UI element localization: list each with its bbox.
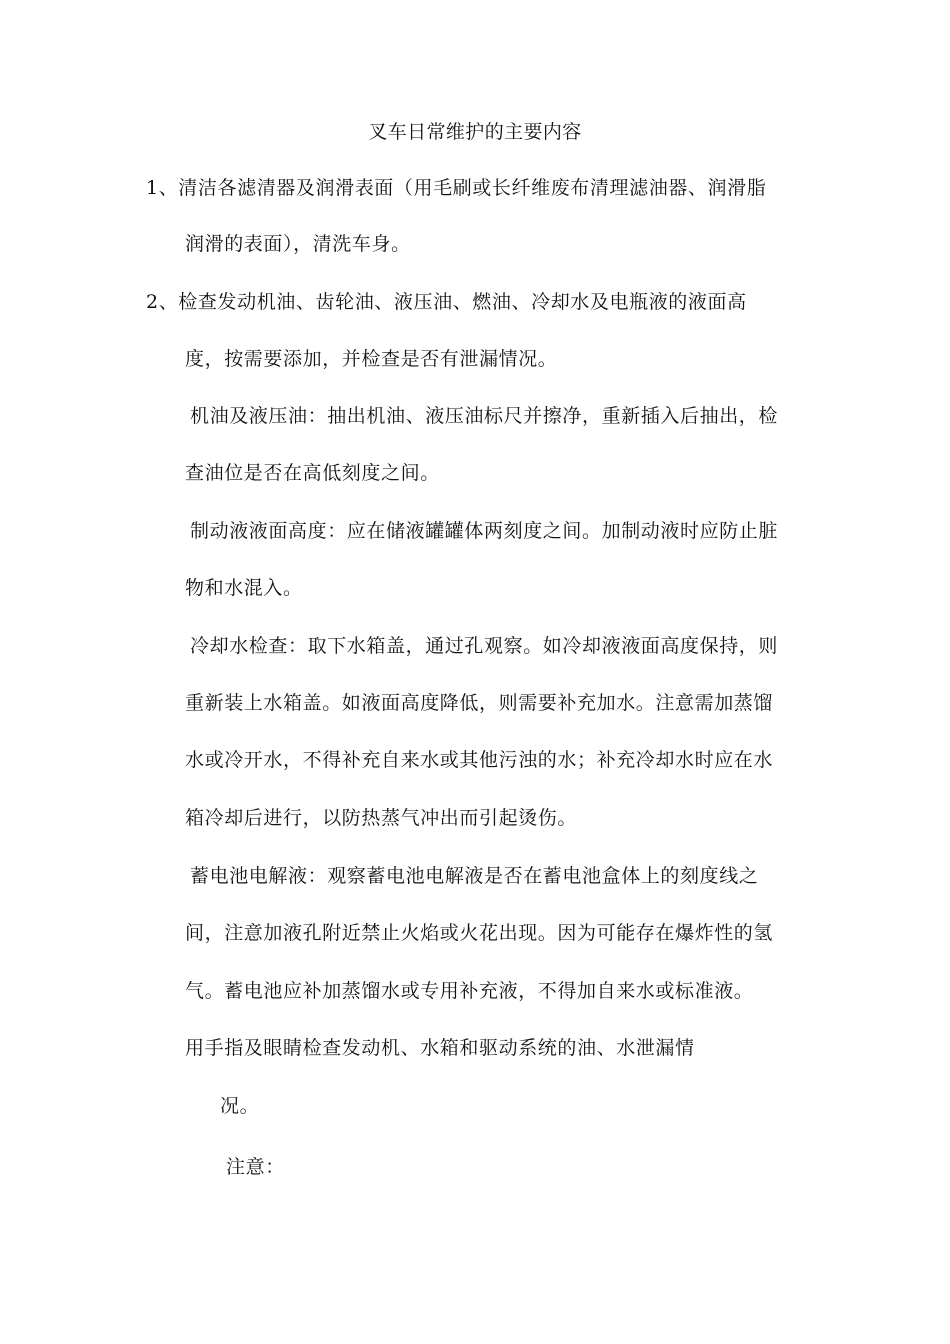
text-line: 查油位是否在高低刻度之间。 [185,462,440,484]
text-line: 用手指及眼睛检查发动机、水箱和驱动系统的油、水泄漏情 [185,1037,695,1059]
text-line: 间，注意加液孔附近禁止火焰或火花出现。因为可能存在爆炸性的氢 [185,922,774,944]
text-line: 物和水混入。 [185,577,303,599]
text-line: 箱冷却后进行，以防热蒸气冲出而引起烫伤。 [185,807,578,829]
text-line: 润滑的表面），清洗车身。 [185,233,411,255]
text-line: 冷却水检查：取下水箱盖，通过孔观察。如冷却液液面高度保持，则 [190,635,779,657]
text-line: 蓄电池电解液：观察蓄电池电解液是否在蓄电池盒体上的刻度线之 [190,865,759,887]
text-line: 气。蓄电池应补加蒸馏水或专用补充液，不得加自来水或标准液。 [185,980,754,1002]
text-line: 2、检查发动机油、齿轮油、液压油、燃油、冷却水及电瓶液的液面高 [146,291,747,313]
text-line: 水或冷开水，不得补充自来水或其他污浊的水；补充冷却水时应在水 [185,749,774,771]
text-line: 况。 [220,1095,260,1117]
text-line: 1、清洁各滤清器及润滑表面（用毛刷或长纤维废布清理滤油器、润滑脂 [146,177,767,199]
text-line: 机油及液压油：抽出机油、液压油标尺并擦净，重新插入后抽出，检 [190,405,779,427]
text-line: 度，按需要添加，并检查是否有泄漏情况。 [185,348,558,370]
document-title: 叉车日常维护的主要内容 [368,121,582,143]
text-line: 制动液液面高度：应在储液罐罐体两刻度之间。加制动液时应防止脏 [190,520,779,542]
note-label: 注意： [226,1156,285,1178]
text-line: 重新装上水箱盖。如液面高度降低，则需要补充加水。注意需加蒸馏 [185,692,774,714]
